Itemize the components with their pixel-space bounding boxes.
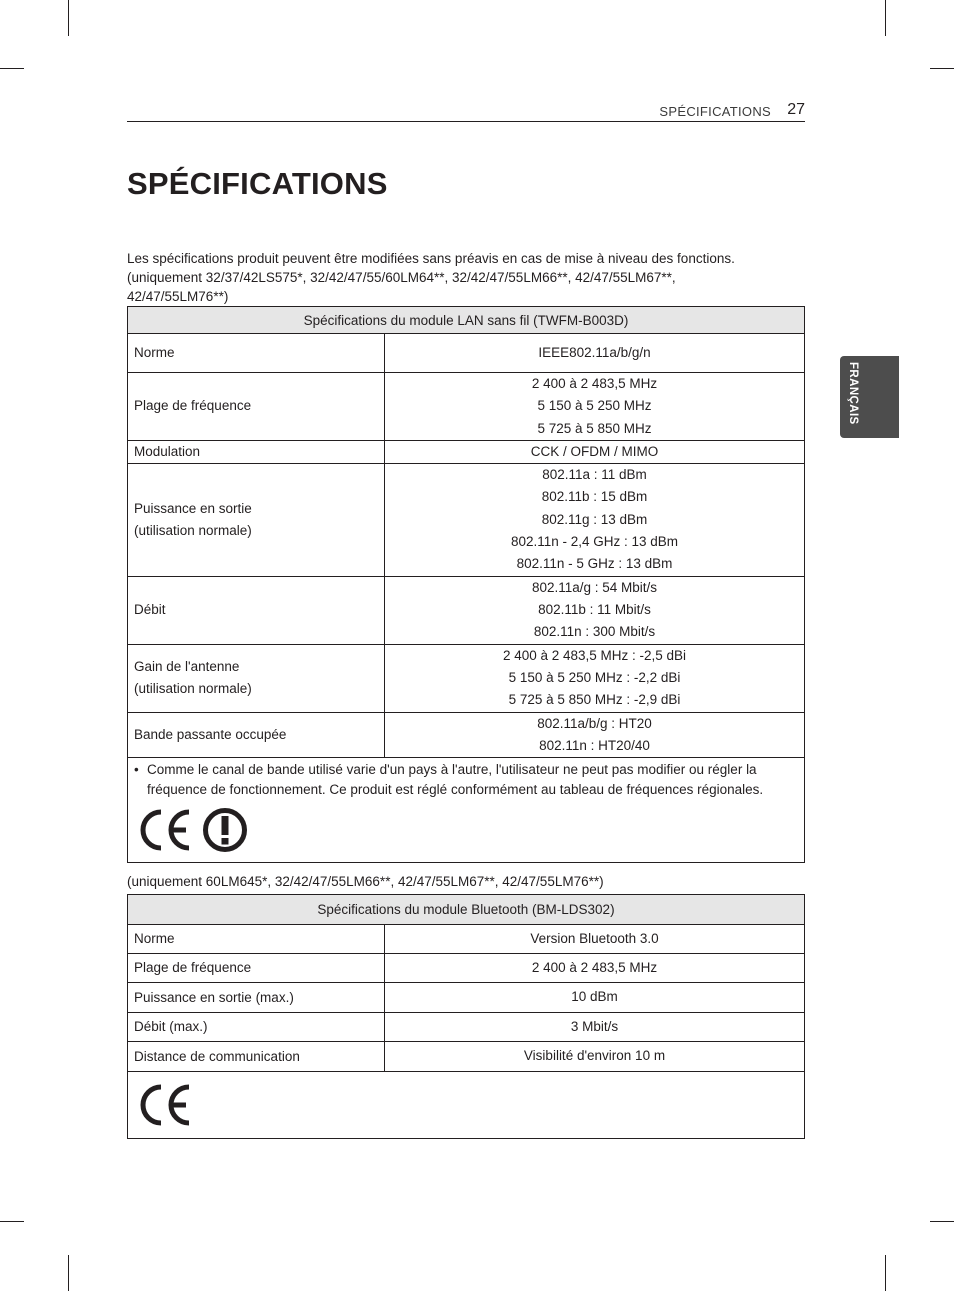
- bullet: •: [134, 762, 139, 778]
- certification-marks: [128, 1072, 804, 1127]
- spec-value-cell: [385, 712, 805, 758]
- page-number: 27: [787, 101, 805, 118]
- spec-label: Norme: [134, 931, 175, 946]
- note-text: Comme le canal de bande utilisé varie d'un pays à l'autre, l'utilisateur ne peut pas modifier ou régler la fréquence de fonctionnement. Ce produit est réglé conformément au tableau de fréquences régionales.: [147, 762, 764, 797]
- table-row: [128, 464, 805, 576]
- spec-label: Modulation: [134, 444, 201, 460]
- spec-value-cell: [385, 464, 805, 576]
- table-header-row: [128, 307, 805, 334]
- table-heading: Spécifications du module LAN sans fil (TWFM-B003D): [128, 307, 805, 334]
- spec-value: 802.11a/g : 54 Mbit/s: [531, 579, 658, 595]
- spec-label: Plage de fréquence: [134, 398, 252, 414]
- spec-label-cell: [128, 644, 385, 712]
- table-row: [128, 1013, 805, 1042]
- ce-mark-icon: [136, 1083, 194, 1127]
- table-row: [128, 925, 805, 954]
- spec-value-cell: [385, 373, 805, 441]
- spec-value: 802.11g : 13 dBm: [541, 511, 648, 527]
- marks-cell: [128, 1072, 805, 1139]
- page-title: SPÉCIFICATIONS: [127, 166, 388, 201]
- spec-value: 802.11b : 15 dBm: [541, 489, 648, 505]
- spec-value-cell: [385, 983, 805, 1013]
- crop-mark: [0, 1221, 24, 1222]
- spec-value: 802.11n : 300 Mbit/s: [533, 624, 656, 640]
- intro-line: 42/47/55LM76**): [127, 289, 229, 304]
- spec-label-cell: [128, 1013, 385, 1042]
- spec-label: Plage de fréquence: [134, 960, 252, 975]
- spec-label: (utilisation normale): [134, 681, 252, 697]
- spec-label: Distance de communication: [134, 1048, 300, 1064]
- table-row: [128, 712, 805, 758]
- table-row: [128, 440, 805, 463]
- crop-mark: [930, 1221, 954, 1222]
- spec-label: (utilisation normale): [134, 522, 252, 538]
- language-side-tab: [840, 356, 899, 438]
- spec-label-cell: [128, 954, 385, 983]
- spec-value-cell: [385, 1042, 805, 1072]
- spec-label: Bande passante occupée: [134, 726, 287, 742]
- spec-label: Débit (max.): [134, 1019, 208, 1034]
- bluetooth-spec-table: [127, 894, 805, 1139]
- crop-mark: [885, 0, 886, 36]
- spec-value-cell: [385, 334, 805, 373]
- spec-value: 802.11a/b/g : HT20: [537, 715, 652, 731]
- spec-value: 802.11n - 5 GHz : 13 dBm: [516, 556, 673, 572]
- spec-label-cell: [128, 925, 385, 954]
- spec-value: 2 400 à 2 483,5 MHz: [531, 376, 658, 391]
- table-row: [128, 1042, 805, 1072]
- running-header: [127, 99, 805, 122]
- spec-value-cell: [385, 440, 805, 463]
- spec-label: Gain de l'antenne: [134, 659, 240, 675]
- language-side-tab-label: FRANÇAIS: [847, 362, 859, 425]
- table-row: [128, 334, 805, 373]
- table-row: [128, 373, 805, 441]
- spec-value: 5 725 à 5 850 MHz: [537, 420, 652, 436]
- regulatory-note: [128, 758, 804, 799]
- certification-marks: [128, 799, 804, 853]
- spec-label-cell: [128, 576, 385, 644]
- spec-label: Débit: [134, 602, 166, 618]
- spec-label-cell: [128, 1042, 385, 1072]
- spec-value: 802.11n - 2,4 GHz : 13 dBm: [510, 534, 679, 550]
- crop-mark: [885, 1255, 886, 1291]
- table-row: [128, 983, 805, 1013]
- spec-value: CCK / OFDM / MIMO: [530, 443, 659, 459]
- spec-value: 802.11a : 11 dBm: [542, 467, 647, 483]
- spec-value-cell: [385, 1013, 805, 1042]
- note-cell: [128, 758, 805, 863]
- spec-value-cell: [385, 954, 805, 983]
- table-row: [128, 954, 805, 983]
- spec-value-cell: [385, 576, 805, 644]
- spec-value: Version Bluetooth 3.0: [530, 930, 659, 946]
- spec-value: 802.11b : 11 Mbit/s: [538, 601, 651, 617]
- marks-row: [128, 1072, 805, 1139]
- spec-label-cell: [128, 464, 385, 576]
- table-header-row: [128, 895, 805, 925]
- spec-value: IEEE802.11a/b/g/n: [538, 344, 651, 360]
- intro-line: Les spécifications produit peuvent être modifiées sans préavis en cas de mise à niveau des fonctions.: [127, 251, 735, 266]
- spec-label-cell: [128, 334, 385, 373]
- spec-value: 802.11n : HT20/40: [539, 737, 650, 753]
- spec-label: Puissance en sortie: [134, 500, 252, 516]
- spec-value: 10 dBm: [571, 989, 618, 1005]
- spec-value: 3 Mbit/s: [570, 1018, 619, 1034]
- intro-line: (uniquement 32/37/42LS575*, 32/42/47/55/60LM64**, 32/42/47/55LM66**, 42/47/55LM67**,: [127, 270, 676, 285]
- spec-value-cell: [385, 925, 805, 954]
- alert-class2-icon: [202, 807, 248, 853]
- table-heading: Spécifications du module Bluetooth (BM-LDS302): [128, 895, 805, 925]
- spec-value-cell: [385, 644, 805, 712]
- spec-label-cell: [128, 373, 385, 441]
- table-row: [128, 576, 805, 644]
- running-header-section: SPÉCIFICATIONS: [659, 104, 771, 119]
- table-row: [128, 644, 805, 712]
- intro-text: [127, 249, 807, 306]
- crop-mark: [68, 0, 69, 36]
- spec-value: 5 725 à 5 850 MHz : -2,9 dBi: [508, 692, 681, 708]
- spec-label-cell: [128, 712, 385, 758]
- bluetooth-applicability-note: (uniquement 60LM645*, 32/42/47/55LM66**, 42/47/55LM67**, 42/47/55LM76**): [127, 874, 604, 889]
- crop-mark: [0, 68, 24, 69]
- spec-label: Puissance en sortie (max.): [134, 989, 294, 1005]
- wireless-lan-spec-table: [127, 306, 805, 863]
- spec-label: Norme: [134, 345, 175, 360]
- spec-value: 2 400 à 2 483,5 MHz: [531, 959, 658, 975]
- spec-label-cell: [128, 983, 385, 1013]
- spec-value: 5 150 à 5 250 MHz : -2,2 dBi: [508, 669, 681, 685]
- spec-value: 5 150 à 5 250 MHz: [537, 398, 652, 414]
- ce-mark-icon: [136, 808, 194, 852]
- spec-value: 2 400 à 2 483,5 MHz : -2,5 dBi: [502, 647, 687, 663]
- spec-value: Visibilité d'environ 10 m: [523, 1048, 666, 1064]
- spec-label-cell: [128, 440, 385, 463]
- note-row: [128, 758, 805, 863]
- crop-mark: [930, 68, 954, 69]
- crop-mark: [68, 1255, 69, 1291]
